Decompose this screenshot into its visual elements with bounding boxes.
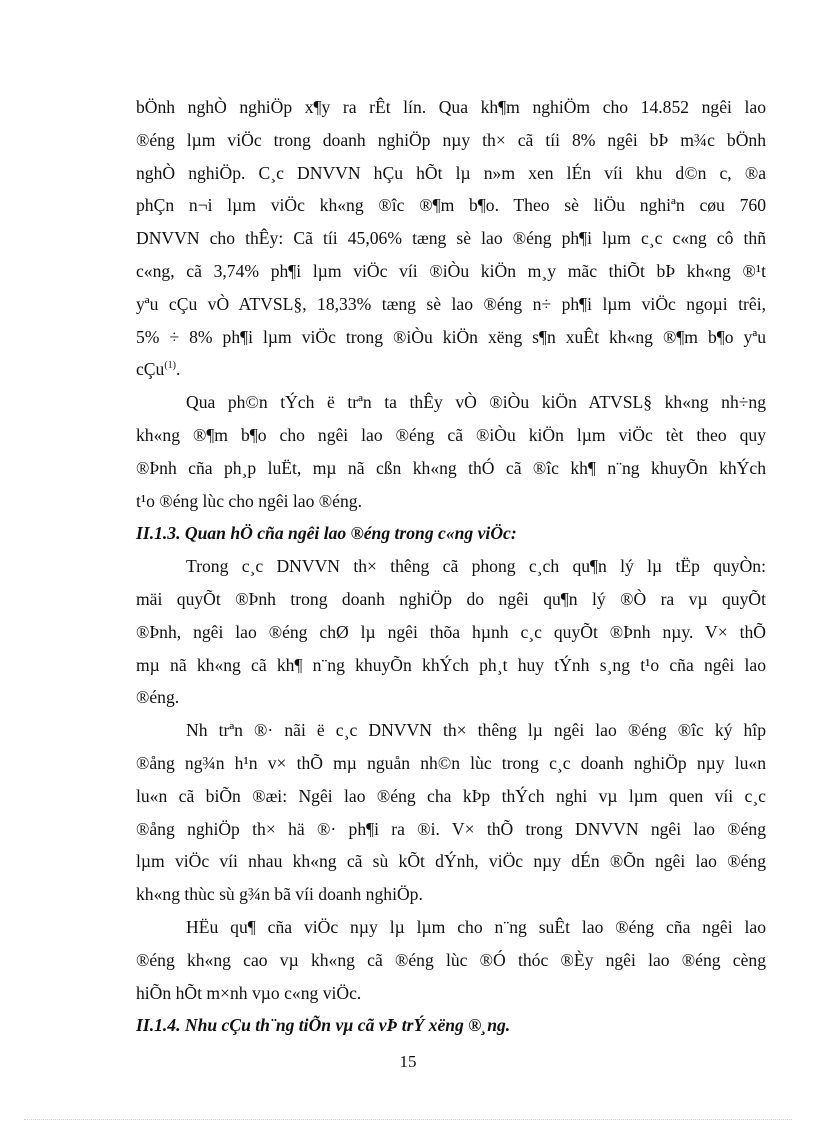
paragraph-punctuation: .: [176, 359, 181, 380]
paragraph-line: kh«ng ®¶m b¶o cho ngêi lao ®éng cã ®iÒu kiÖn lµm viÖc tèt theo quy: [136, 424, 766, 445]
paragraph-last-line: [136, 485, 766, 518]
paragraph-line: ®Þnh cña ph¸p luËt, mµ nã cßn kh«ng thÓ cã ®îc kh¶ n¨ng khuyÕn khÝch: [136, 457, 766, 478]
paragraph-line: phÇn n¬i lµm viÖc kh«ng ®îc ®¶m b¶o. Theo sè liÖu nghiªn cøu 760: [136, 195, 766, 216]
paragraph-last-line: [136, 977, 766, 1010]
paragraph-line: DNVVN cho thÊy: Cã tíi 45,06% tæng sè lao ®éng ph¶i lµm c¸c c«ng cô thñ: [136, 228, 766, 249]
page-number: 15: [399, 1052, 417, 1071]
paragraph-line: ®ång nghiÖp th× hä ®· ph¶i ra ®i. V× thÕ trong DNVVN ngêi lao ®éng: [136, 818, 766, 839]
body-text: [136, 91, 766, 1042]
paragraph-line: Qua ph©n tÝch ë trªn ta thÊy vÒ ®iÒu kiÖn ATVSL§ kh«ng nh÷ng: [186, 392, 766, 413]
footer-divider: [24, 1119, 792, 1120]
paragraph-text: hiÕn hÕt m×nh vµo c«ng viÖc.: [136, 982, 362, 1003]
section-heading: II.1.4. Nhu cÇu th¨ng tiÕn vµ cã vÞ trÝ xëng ®¸ng.: [136, 1015, 511, 1036]
footnote-marker: (1): [164, 360, 177, 372]
paragraph-line: mµ nã kh«ng cã kh¶ n¨ng khuyÕn khÝch ph¸t huy tÝnh s¸ng t¹o cña ngêi lao: [136, 654, 766, 675]
section-heading: II.1.3. Quan hÖ cña ngêi lao ®éng trong c«ng viÖc:: [136, 523, 517, 544]
paragraph-line: ®ång ng¾n h¹n v× thÕ mµ nguån nh©n lùc trong c¸c doanh nghiÖp nµy lu«n: [136, 752, 766, 773]
paragraph-line: bÖnh nghÒ nghiÖp x¶y ra rÊt lín. Qua kh¶m nghiÖm cho 14.852 ngêi lao: [136, 97, 766, 117]
paragraph-text: t¹o ®éng lùc cho ngêi lao ®éng.: [136, 490, 362, 511]
paragraph-line: mäi quyÕt ®Þnh trong doanh nghiÖp do ngêi qu¶n lý ®Ò ra vµ quyÕt: [136, 588, 766, 609]
paragraph-line: yªu cÇu vÒ ATVSL§, 18,33% tæng sè lao ®éng n÷ ph¶i lµm viÖc ngoµi trêi,: [136, 293, 766, 314]
paragraph-last-line: [136, 681, 766, 714]
paragraph-line: lµm viÖc víi nhau kh«ng cã sù kÕt dÝnh, viÖc nµy dÉn ®Õn ngêi lao ®éng: [136, 851, 766, 872]
paragraph-last-line: [136, 353, 766, 386]
paragraph-line: 5% ÷ 8% ph¶i lµm viÖc trong ®iÒu kiÖn xëng s¶n xuÊt kh«ng ®¶m b¶o yªu: [136, 326, 766, 347]
paragraph-line: ®Þnh, ngêi lao ®éng chØ lµ ngêi thõa hµnh c¸c quyÕt ®Þnh nµy. V× thÕ: [136, 621, 766, 642]
paragraph-line: lu«n cã biÕn ®æi: Ngêi lao ®éng cha kÞp thÝch nghi vµ lµm quen víi c¸c: [136, 785, 766, 806]
paragraph-line: nghÒ nghiÖp. C¸c DNVVN hÇu hÕt lµ n»m xen lÉn víi khu d©n c, ®a: [136, 162, 766, 183]
paragraph-line: Nh trªn ®· nãi ë c¸c DNVVN th× thêng lµ ngêi lao ®éng ®îc ký hîp: [186, 720, 766, 741]
paragraph-line: ®éng lµm viÖc trong doanh nghiÖp nµy th× cã tíi 8% ngêi bÞ m¾c bÖnh: [136, 129, 766, 150]
paragraph-text: cÇu: [136, 359, 165, 380]
paragraph-text: kh«ng thùc sù g¾n bã víi doanh nghiÖp.: [136, 884, 423, 905]
paragraph-last-line: [136, 878, 766, 911]
paragraph-line: ®éng kh«ng cao vµ kh«ng cã ®éng lùc ®Ó thóc ®Èy ngêi lao ®éng cèng: [136, 949, 766, 970]
paragraph-text: ®éng.: [136, 687, 180, 708]
paragraph-line: Trong c¸c DNVVN th× thêng cã phong c¸ch qu¶n lý lµ tËp quyÒn:: [186, 556, 766, 577]
paragraph-line: HËu qu¶ cña viÖc nµy lµ lµm cho n¨ng suÊt lao ®éng cña ngêi lao: [186, 916, 766, 937]
paragraph-line: c«ng, cã 3,74% ph¶i lµm viÖc víi ®iÒu kiÖn m¸y mãc thiÕt bÞ kh«ng ®¹t: [136, 260, 766, 281]
